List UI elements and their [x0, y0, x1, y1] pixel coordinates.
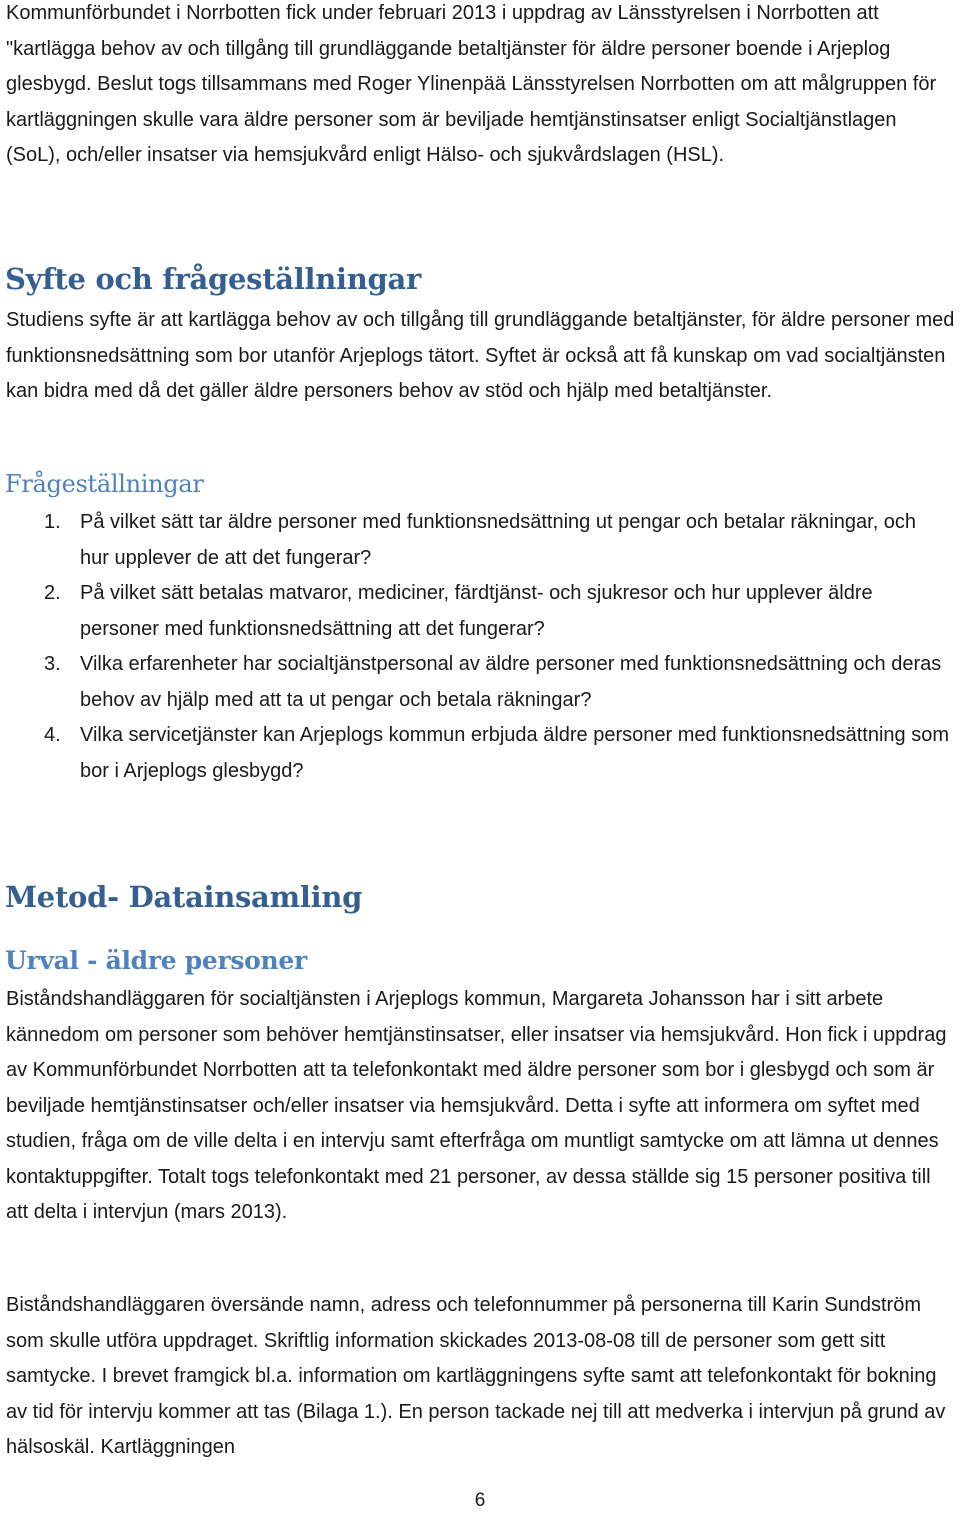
list-item-number: 2. — [44, 582, 61, 604]
purpose-paragraph: Studiens syfte är att kartlägga behov av och tillgång till grundläggande betaltjänster, för äldre personer med funktionsnedsättning som bor utanför Arjeplogs tätort. Syftet är också att få kunskap om vad socialtjänsten kan bidra med då det gäller äldre personers behov av stöd och hjälp med betaltjänster. — [6, 309, 955, 402]
list-item — [0, 647, 950, 718]
list-item-text: På vilket sätt betalas matvaror, mediciner, färdtjänst- och sjukresor och hur upplever äldre personer med funktionsnedsättning att det fungerar? — [80, 582, 873, 640]
sampling-heading: Urval - äldre personer — [5, 946, 307, 975]
list-item-text: Vilka servicetjänster kan Arjeplogs kommun erbjuda äldre personer med funktionsnedsättning som bor i Arjeplogs glesbygd? — [80, 724, 949, 782]
list-item-number: 3. — [44, 653, 61, 675]
list-item-text: Vilka erfarenheter har socialtjänstpersonal av äldre personer med funktionsnedsättning och deras behov av hjälp med att ta ut pengar och betala räkningar? — [80, 653, 942, 711]
list-item — [0, 718, 950, 789]
sampling-paragraph-1: Biståndshandläggaren för socialtjänsten i Arjeplogs kommun, Margareta Johansson har i sitt arbete kännedom om personer som behöver hemtjänstinsatser, eller insatser via hemsjukvård. Hon fick i uppdrag av Kommunförbundet Norrbotten att ta telefonkontakt med äldre personer som bor i glesbygd och som är beviljade hemtjänstinsatser och/eller insatser via hemsjukvård. Detta i syfte att informera om syftet med studien, fråga om de ville delta i en intervju samt efterfråga om muntligt samtycke om att lämna ut dennes kontaktuppgifter. Totalt togs telefonkontakt med 21 personer, av dessa ställde sig 15 personer positiva till att delta i intervjun (mars 2013). — [6, 988, 947, 1223]
list-item — [0, 576, 950, 647]
purpose-heading: Syfte och frågeställningar — [5, 262, 421, 296]
list-item-text: På vilket sätt tar äldre personer med funktionsnedsättning ut pengar och betalar räkningar, och hur upplever de att det fungerar? — [80, 511, 917, 569]
list-item-number: 1. — [44, 511, 61, 533]
questions-heading: Frågeställningar — [5, 470, 204, 498]
page-number: 6 — [474, 1490, 486, 1511]
intro-paragraph: Kommunförbundet i Norrbotten fick under februari 2013 i uppdrag av Länsstyrelsen i Norrbotten att "kartlägga behov av och tillgång till grundläggande betaltjänster för äldre personer boende i Arjeplog glesbygd. Beslut togs tillsammans med Roger Ylinenpää Länsstyrelsen Norrbotten om att målgruppen för kartläggningen skulle vara äldre personer som är beviljade hemtjänstinsatser enligt Socialtjänstlagen (SoL), och/eller insatser via hemsjukvård enligt Hälso- och sjukvårdslagen (HSL). — [6, 2, 937, 166]
list-item — [0, 505, 950, 576]
method-heading: Metod- Datainsamling — [5, 880, 363, 914]
questions-list — [0, 505, 960, 789]
list-item-number: 4. — [44, 724, 61, 746]
sampling-paragraph-2: Biståndshandläggaren översände namn, adress och telefonnummer på personerna till Karin Sundström som skulle utföra uppdraget. Skriftlig information skickades 2013-08-08 till de personer som gett sitt samtycke. I brevet framgick bl.a. information om kartläggningens syfte samt att telefonkontakt för bokning av tid för intervju kommer att tas (Bilaga 1.). En person tackade nej till att medverka i intervjun på grund av hälsoskäl. Kartläggningen — [6, 1294, 946, 1458]
